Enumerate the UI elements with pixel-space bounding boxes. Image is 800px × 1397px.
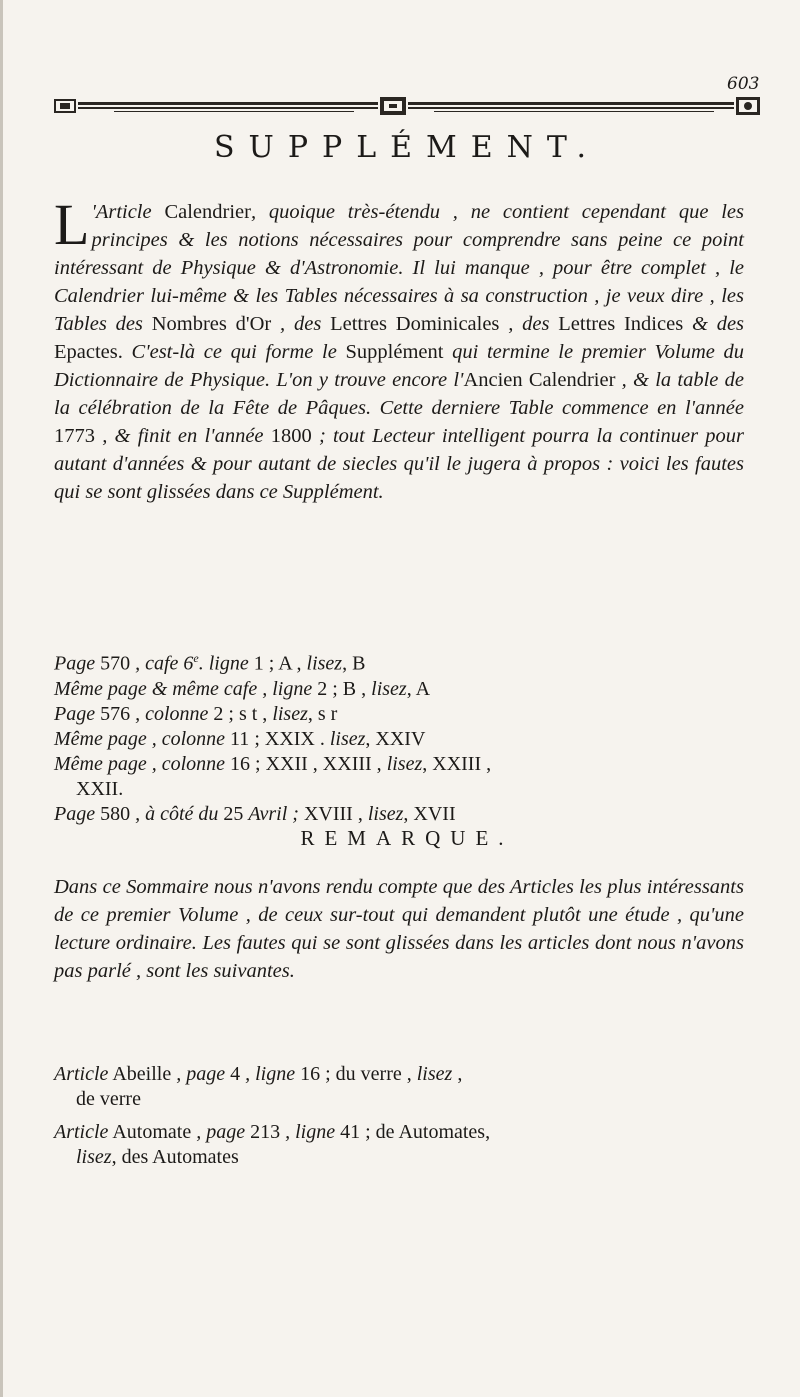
intro-text: ; tout Lecteur intelligent pourra la continuer pour autant d'années & pour autant de siecles qu'il le jugera à propos : voici les fautes qui se sont glissées dans ce Supplément. [54, 425, 745, 503]
errata-line: Même page , colonne 11 ; XXIX . lisez, XXIV [54, 727, 426, 750]
intro-term: Ancien Calendrier [463, 369, 616, 391]
remark-heading: REMARQUE. [300, 826, 514, 850]
intro-term: Nombres d'Or [151, 313, 272, 335]
intro-text: , des [280, 313, 322, 335]
intro-text: , quoique très-étendu , ne contient cependant que les principes & les notions nécessaires pour comprendre sans peine ce point intéressant de Physique & d'Astronomie. Il lui manque , pour être complet , le Calendrier lui-même & les Tables nécessaires à sa construction , je veux dire , les Tables des [54, 201, 745, 335]
intro-text: & des [691, 313, 745, 335]
errata-line: Même page & même cafe , ligne 2 ; B , lisez, A [54, 677, 431, 700]
intro-text: qui termine le premier Volume du Dictionnaire de Physique. L'on y trouve encore l' [54, 341, 745, 391]
note-entry: Article Abeille , page 4 , ligne 16 ; du verre , lisez , de verre [54, 1063, 463, 1110]
intro-paragraph [54, 192, 745, 506]
errata-line: Page 570 , cafe 6e. ligne 1 ; A , lisez, B [54, 651, 366, 675]
page-number: 603 [727, 74, 760, 94]
intro-term: Calendrier [164, 201, 251, 223]
section-title: SUPPLÉMENT. [213, 130, 601, 165]
errata-line: Même page , colonne 16 ; XXII , XXIII , lisez, XXIII , [54, 752, 492, 775]
printer-ornament-band [54, 93, 760, 117]
note-entry: Article Automate , page 213 , ligne 41 ; de Automates, lisez, des Automates [54, 1121, 491, 1168]
drop-cap: L [54, 192, 90, 257]
intro-text: 'Article [91, 201, 152, 223]
errata-line: Page 576 , colonne 2 ; s t , lisez, s r [54, 702, 338, 725]
errata-line-continuation: XXII. [76, 777, 124, 800]
intro-text: , & finit en l'année [102, 425, 264, 447]
intro-number: 1773 [54, 425, 95, 447]
intro-term: Lettres Indices [558, 313, 684, 335]
intro-term: Supplément [345, 341, 444, 363]
page-edge [0, 0, 3, 1397]
notes-list [54, 1062, 754, 1178]
intro-text: C'est-là ce qui forme le [131, 341, 337, 363]
intro-number: 1800 [270, 425, 312, 447]
intro-text: , des [508, 313, 550, 335]
remark-paragraph: Dans ce Sommaire nous n'avons rendu compte que des Articles les plus intéressants de ce premier Volume , de ceux sur-tout qui demandent plutôt une étude , qu'une lecture ordinaire. Les fautes qui se sont glissées dans les articles dont nous n'avons pas parlé , sont les suivantes. [54, 876, 744, 982]
intro-term: Epactes. [54, 341, 123, 363]
errata-line: Page 580 , à côté du 25 Avril ; XVIII , lisez, XVII [54, 802, 456, 825]
intro-text: , & la table de la célébration de la Fête de Pâques. Cette derniere Table commence en l'année [54, 369, 744, 419]
errata-list [54, 646, 754, 827]
intro-term: Lettres Dominicales [330, 313, 500, 335]
